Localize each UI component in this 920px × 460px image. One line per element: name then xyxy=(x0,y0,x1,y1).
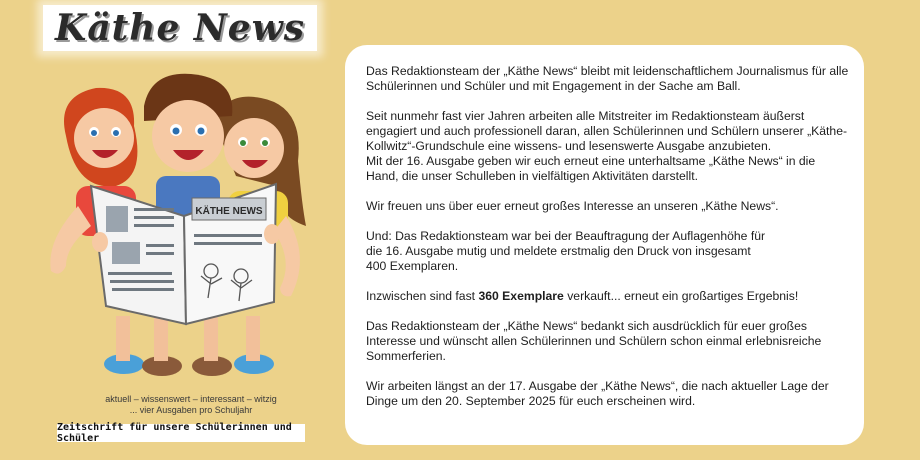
tagline-line-1: aktuell – wissenswert – interessant – witzig xyxy=(105,394,277,404)
article-paragraph-5 xyxy=(366,289,850,304)
boy-face xyxy=(152,100,224,172)
article-card xyxy=(345,45,864,445)
article-paragraph-2b: Mit der 16. Ausgabe geben wir euch erneut eine unterhaltsame „Käthe News“ in die Hand, die unser Schulleben in vielfältigen Aktivitäten darstellt. xyxy=(366,154,816,183)
subtitle-text: Zeitschrift für unsere Schülerinnen und Schüler xyxy=(57,422,292,444)
article-paragraph-2 xyxy=(366,109,850,184)
tagline xyxy=(60,394,322,416)
article-paragraph-4b: die 16. Ausgabe mutig und meldete erstmalig den Druck von insgesamt xyxy=(366,244,751,258)
logo-box xyxy=(43,5,317,51)
logo-text: Käthe News xyxy=(55,7,305,49)
article-paragraph-4c: 400 Exemplaren. xyxy=(366,259,459,273)
girl-left-face xyxy=(74,108,134,168)
article-paragraph-3: Wir freuen uns über euer erneut großes Interesse an unseren „Käthe News“. xyxy=(366,199,779,213)
girl-right-face xyxy=(224,118,284,178)
article-paragraph-1: Das Redaktionsteam der „Käthe News“ bleibt mit leidenschaftlichem Journalismus für alle Schülerinnen und Schüler und mit Engagement in der Sache am Ball. xyxy=(366,64,849,93)
article-paragraph-7: Wir arbeiten längst an der 17. Ausgabe der „Käthe News“, die nach aktueller Lage der Dinge um den 20. September 2025 für euch erscheinen wird. xyxy=(366,379,829,408)
kids-reading-newspaper-illustration xyxy=(36,66,326,386)
article-paragraph-4 xyxy=(366,229,850,274)
article-paragraph-5-pre: Inzwischen sind fast xyxy=(366,289,479,303)
newspaper-title: KÄTHE NEWS xyxy=(195,206,263,217)
article-paragraph-6: Das Redaktionsteam der „Käthe News“ bedankt sich ausdrücklich für euer großes Interesse und wünscht allen Schülerinnen und Schülern schon einmal erlebnisreiche Sommerferien. xyxy=(366,319,822,363)
article-paragraph-4a: Und: Das Redaktionsteam war bei der Beauftragung der Auflagenhöhe für xyxy=(366,229,766,243)
article-paragraph-5-post: verkauft... erneut ein großartiges Ergebnis! xyxy=(563,289,799,303)
article-paragraph-2a: Seit nunmehr fast vier Jahren arbeiten alle Mitstreiter im Redaktionsteam äußerst engagiert und auch professionell daran, allen Schülerinnen und Schülern unserer „Käthe-Kollwitz“-Grundschule eine wissens- und lesenswerte Ausgabe anzubieten. xyxy=(366,109,848,153)
sold-copies-count: 360 Exemplare xyxy=(478,289,564,303)
tagline-line-2: ... vier Ausgaben pro Schuljahr xyxy=(129,405,253,415)
subtitle-box xyxy=(57,424,305,442)
